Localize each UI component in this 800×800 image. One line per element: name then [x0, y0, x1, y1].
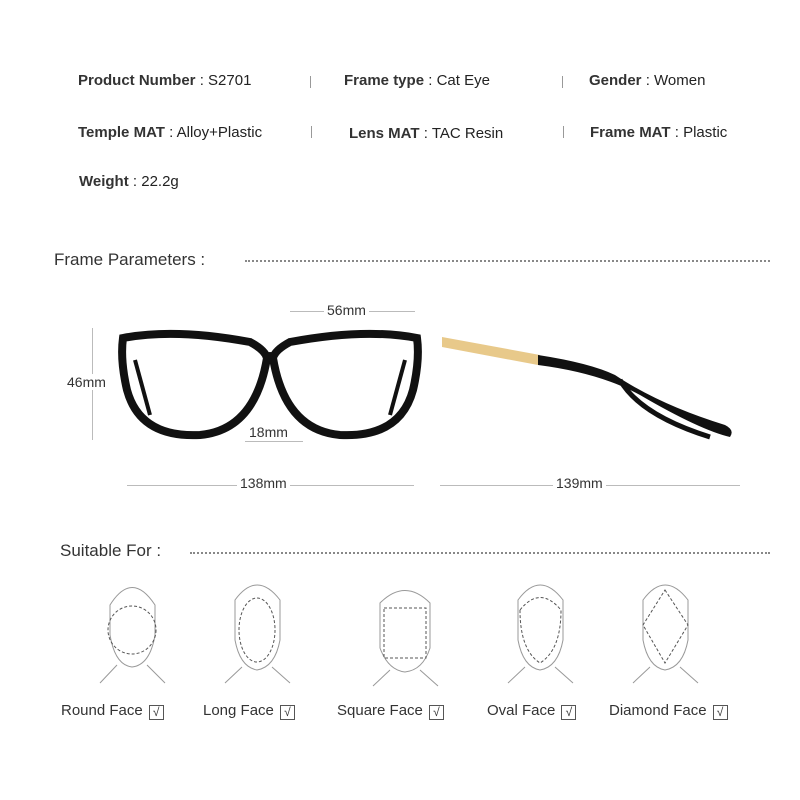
face-option-long: Long Face √ — [203, 702, 295, 720]
face-option-round: Round Face √ — [61, 702, 164, 720]
checkbox-checked-icon: √ — [149, 705, 164, 720]
dotted-divider — [245, 260, 770, 262]
spec-temple-mat: Temple MAT : Alloy+Plastic — [78, 124, 263, 141]
frame-parameters-heading: Frame Parameters : — [54, 250, 206, 269]
suitable-for-heading: Suitable For : — [60, 541, 162, 560]
temple-length-label: 139mm — [553, 475, 606, 491]
square-face-icon — [368, 578, 443, 688]
spec-product-number: Product Number : S2701 — [78, 72, 252, 89]
spec-gender: Gender : Women — [589, 72, 706, 89]
divider — [311, 126, 312, 138]
checkbox-checked-icon: √ — [561, 705, 576, 720]
diamond-face-icon — [628, 575, 703, 685]
glasses-side-image — [440, 325, 740, 445]
dotted-divider — [190, 552, 770, 554]
round-face-icon — [95, 575, 170, 685]
divider — [563, 126, 564, 138]
glasses-front-image — [115, 320, 425, 445]
face-option-diamond: Diamond Face √ — [609, 702, 728, 720]
frame-width-label: 138mm — [237, 475, 290, 491]
lens-height-label: 46mm — [64, 374, 109, 390]
checkbox-checked-icon: √ — [280, 705, 295, 720]
spec-frame-type: Frame type : Cat Eye — [344, 72, 490, 89]
divider — [310, 76, 311, 88]
checkbox-checked-icon: √ — [713, 705, 728, 720]
face-option-square: Square Face √ — [337, 702, 444, 720]
bridge-label: 18mm — [249, 424, 288, 440]
divider — [562, 76, 563, 88]
long-face-icon — [220, 575, 295, 685]
checkbox-checked-icon: √ — [429, 705, 444, 720]
spec-weight: Weight : 22.2g — [79, 173, 179, 190]
spec-frame-mat: Frame MAT : Plastic — [590, 124, 728, 141]
face-option-oval: Oval Face √ — [487, 702, 576, 720]
spec-lens-mat: Lens MAT : TAC Resin — [349, 125, 504, 142]
lens-width-label: 56mm — [324, 302, 369, 318]
oval-face-icon — [503, 575, 578, 685]
